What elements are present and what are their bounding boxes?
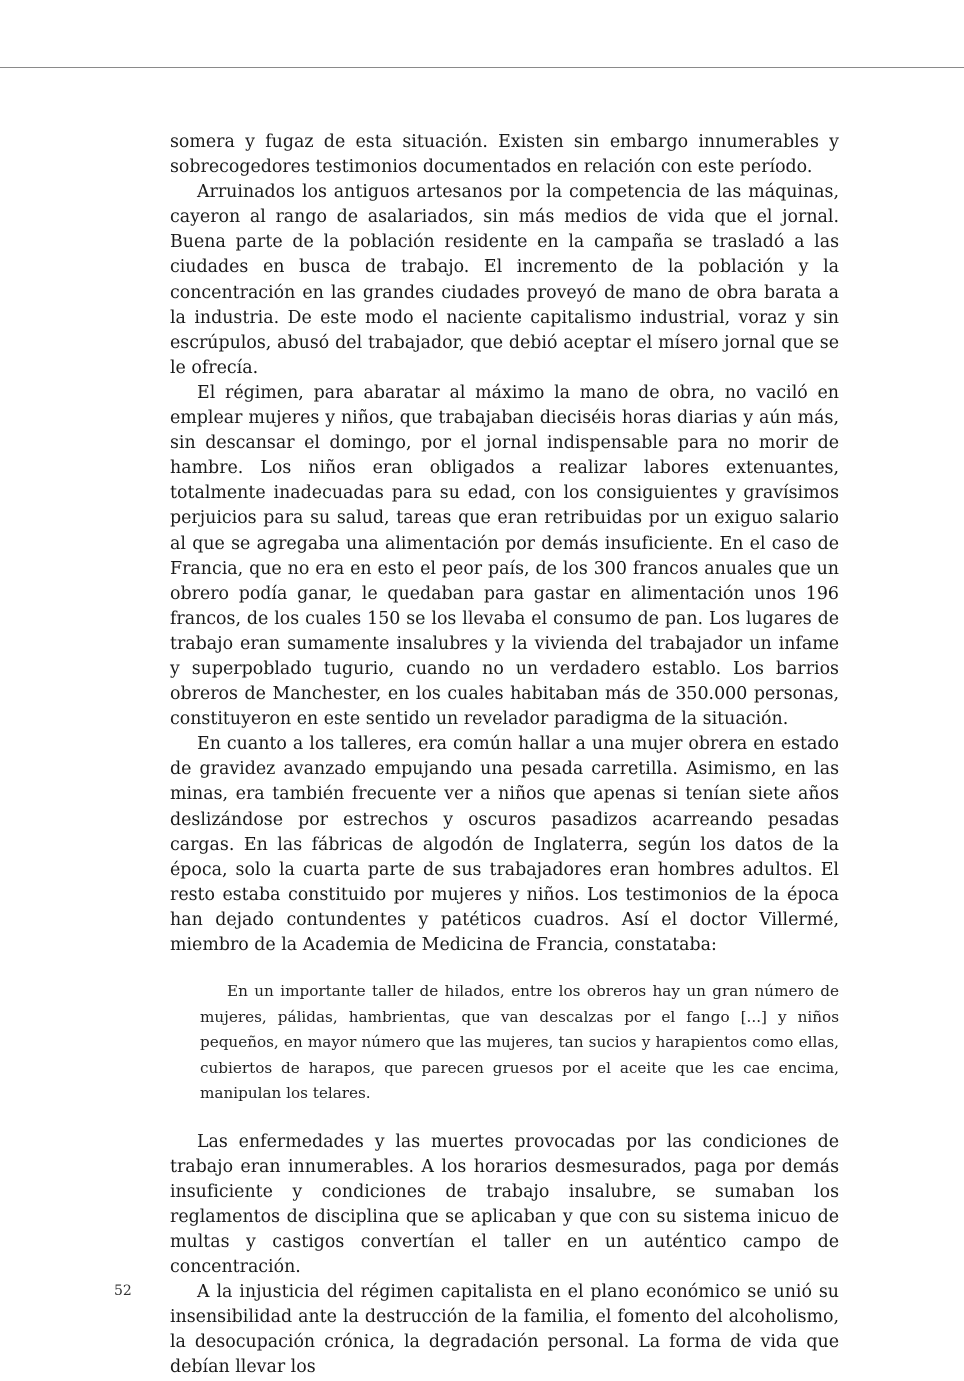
paragraph-artisans: Arruinados los antiguos artesanos por la competencia de las máquinas, cayeron al rango de asalariados, sin más medios de vida que el jornal. Buena parte de la población residente en la campaña se trasladó a las ciudades en busca de trabajo. El incremento de la población y la concentración en las grandes ciudades proveyó de mano de obra barata a la industria. De este modo el naciente capitalismo industrial, voraz y sin escrúpulos, abusó del trabajador, que debió aceptar el mísero jornal que se le ofrecía. [170, 182, 839, 378]
paragraph-injustice: A la injusticia del régimen capitalista en el plano económico se unió su insensibilidad ante la destrucción de la familia, el fomento del alcoholismo, la desocupación crónica, la degradación personal. La forma de vida que debían llevar los [170, 1282, 839, 1378]
header-rule [0, 67, 964, 68]
body-text [170, 130, 839, 1381]
paragraph-women-children: El régimen, para abaratar al máximo la mano de obra, no vaciló en emplear mujeres y niños, que trabajaban dieciséis horas diarias y aún más, sin descansar el domingo, por el jornal indispensable para no morir de hambre. Los niños eran obligados a realizar labores extenuantes, totalmente inadecuadas para su edad, con los consiguientes y gravísimos perjuicios para su salud, tareas que eran retribuidas por un exiguo salario al que se agregaba una alimentación por demás insuficiente. En el caso de Francia, que no era en esto el peor país, de los 300 francos anuales que un obrero podía ganar, le quedaban para gastar en alimentación unos 196 francos, de los cuales 150 se los llevaba el consumo de pan. Los lugares de trabajo eran sumamente insalubres y la vivienda del trabajador un infame y superpoblado tugurio, cuando no un verdadero establo. Los barrios obreros de Manchester, en los cuales habitaban más de 350.000 personas, constituyeron en este sentido un revelador paradigma de la situación. [170, 382, 839, 730]
paragraph-continuation: somera y fugaz de esta situación. Existen sin embargo innumerables y sobrecogedores testimonios documentados en relación con este período. [170, 132, 839, 178]
block-quote: En un importante taller de hilados, entre los obreros hay un gran número de mujeres, pálidas, hambrientas, que van descalzas por el fango [...] y niños pequeños, en mayor número que las mujeres, tan sucios y harapientos como ellas, cubiertos de harapos, que parecen gruesos por el aceite que les cae encima, manipulan los telares. [200, 982, 839, 1103]
paragraph-diseases: Las enfermedades y las muertes provocadas por las condiciones de trabajo eran innumerables. A los horarios desmesurados, paga por demás insuficiente y condiciones de trabajo insalubre, se sumaban los reglamentos de disciplina que se aplicaban y que con su sistema inicuo de multas y castigos convertían el taller en un auténtico campo de concentración. [170, 1131, 839, 1278]
paragraph-workshops: En cuanto a los talleres, era común hallar a una mujer obrera en estado de gravidez avanzado empujando una pesada carretilla. Asimismo, en las minas, era también frecuente ver a niños que apenas si tenían siete años deslizándose por estrechos y oscuros pasadizos acarreando pesadas cargas. En las fábricas de algodón de Inglaterra, según los datos de la época, solo la cuarta parte de sus trabajadores eran hombres adultos. El resto estaba constituido por mujeres y niños. Los testimonios de la época han dejado contundentes y patéticos cuadros. Así el doctor Villermé, miembro de la Academia de Medicina de Francia, constataba: [170, 734, 839, 955]
page-number: 52 [114, 1283, 132, 1299]
